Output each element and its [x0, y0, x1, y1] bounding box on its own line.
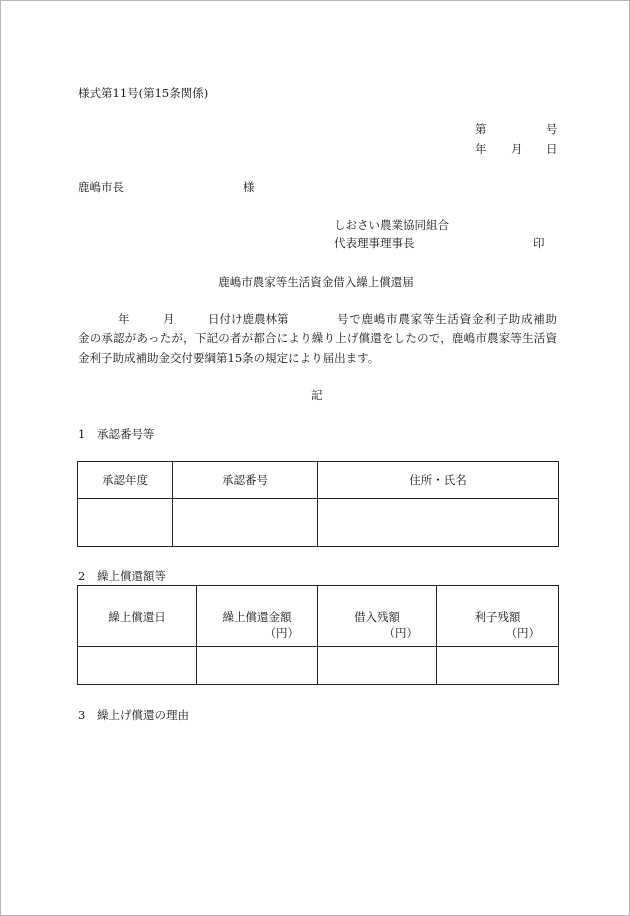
- section-number: 2: [78, 569, 86, 583]
- repayment-table: [77, 585, 559, 685]
- seal-mark: 印: [533, 236, 545, 250]
- header-unit: （円）: [505, 626, 540, 640]
- section-heading-repayment: 繰上償還額等: [97, 569, 166, 583]
- addressee-name: 鹿嶋市長: [78, 180, 124, 194]
- date-day: 日: [546, 142, 558, 156]
- table-header-row: [78, 462, 559, 499]
- header-loan-balance: [318, 586, 437, 647]
- header-label: 繰上償還金額: [222, 610, 292, 624]
- document-number-prefix: 第: [475, 122, 487, 136]
- header-approval-year: 承認年度: [78, 462, 173, 499]
- table-cell: [78, 499, 173, 547]
- table-row: [78, 499, 559, 547]
- table-cell: [78, 647, 197, 685]
- header-unit: （円）: [264, 626, 299, 640]
- table-cell: [197, 647, 318, 685]
- note-heading: 記: [311, 388, 323, 402]
- section-heading-approval: 承認番号等: [97, 427, 155, 441]
- date-year: 年: [475, 142, 487, 156]
- table-cell: [173, 499, 318, 547]
- header-unit: （円）: [383, 626, 418, 640]
- body-line-2: 金の承認があったが，下記の者が都合により繰り上げ償還をしたので，鹿嶋市農家等生活資: [78, 331, 557, 345]
- table-row: [78, 647, 559, 685]
- table-header-row: [78, 586, 559, 647]
- sender-representative-title: 代表理事理事長: [334, 236, 415, 250]
- table-cell: [437, 647, 559, 685]
- body-month-label: 月: [163, 312, 175, 326]
- header-label: 借入残額: [354, 610, 400, 624]
- addressee-honorific: 様: [243, 180, 255, 194]
- body-line-3: 金利子助成補助金交付要綱第15条の規定により届出ます。: [78, 351, 380, 365]
- header-address-name: 住所・氏名: [318, 462, 559, 499]
- header-label: 繰上償還日: [108, 610, 166, 624]
- header-interest-balance: [437, 586, 559, 647]
- body-line-1-rest: 号で鹿嶋市農家等生活資金利子助成補助: [337, 312, 557, 326]
- document-title: 鹿嶋市農家等生活資金借入繰上償還届: [218, 275, 414, 289]
- header-repayment-amount: [197, 586, 318, 647]
- body-date-reference: 日付け鹿農林第: [208, 312, 289, 326]
- sender-organization: しおさい農業協同組合: [334, 218, 449, 232]
- document-number-suffix: 号: [546, 122, 558, 136]
- approval-table: [77, 461, 559, 547]
- section-heading-reason: 繰上げ償還の理由: [97, 708, 189, 722]
- header-label: 利子残額: [474, 610, 521, 624]
- section-number: 3: [78, 708, 86, 722]
- table-cell: [318, 499, 559, 547]
- table-cell: [318, 647, 437, 685]
- date-month: 月: [511, 142, 523, 156]
- form-number: 様式第11号(第15条関係): [78, 86, 209, 100]
- header-approval-number: 承認番号: [173, 462, 318, 499]
- header-repayment-date: [78, 586, 197, 647]
- body-year-label: 年: [118, 312, 130, 326]
- section-number: 1: [78, 427, 86, 441]
